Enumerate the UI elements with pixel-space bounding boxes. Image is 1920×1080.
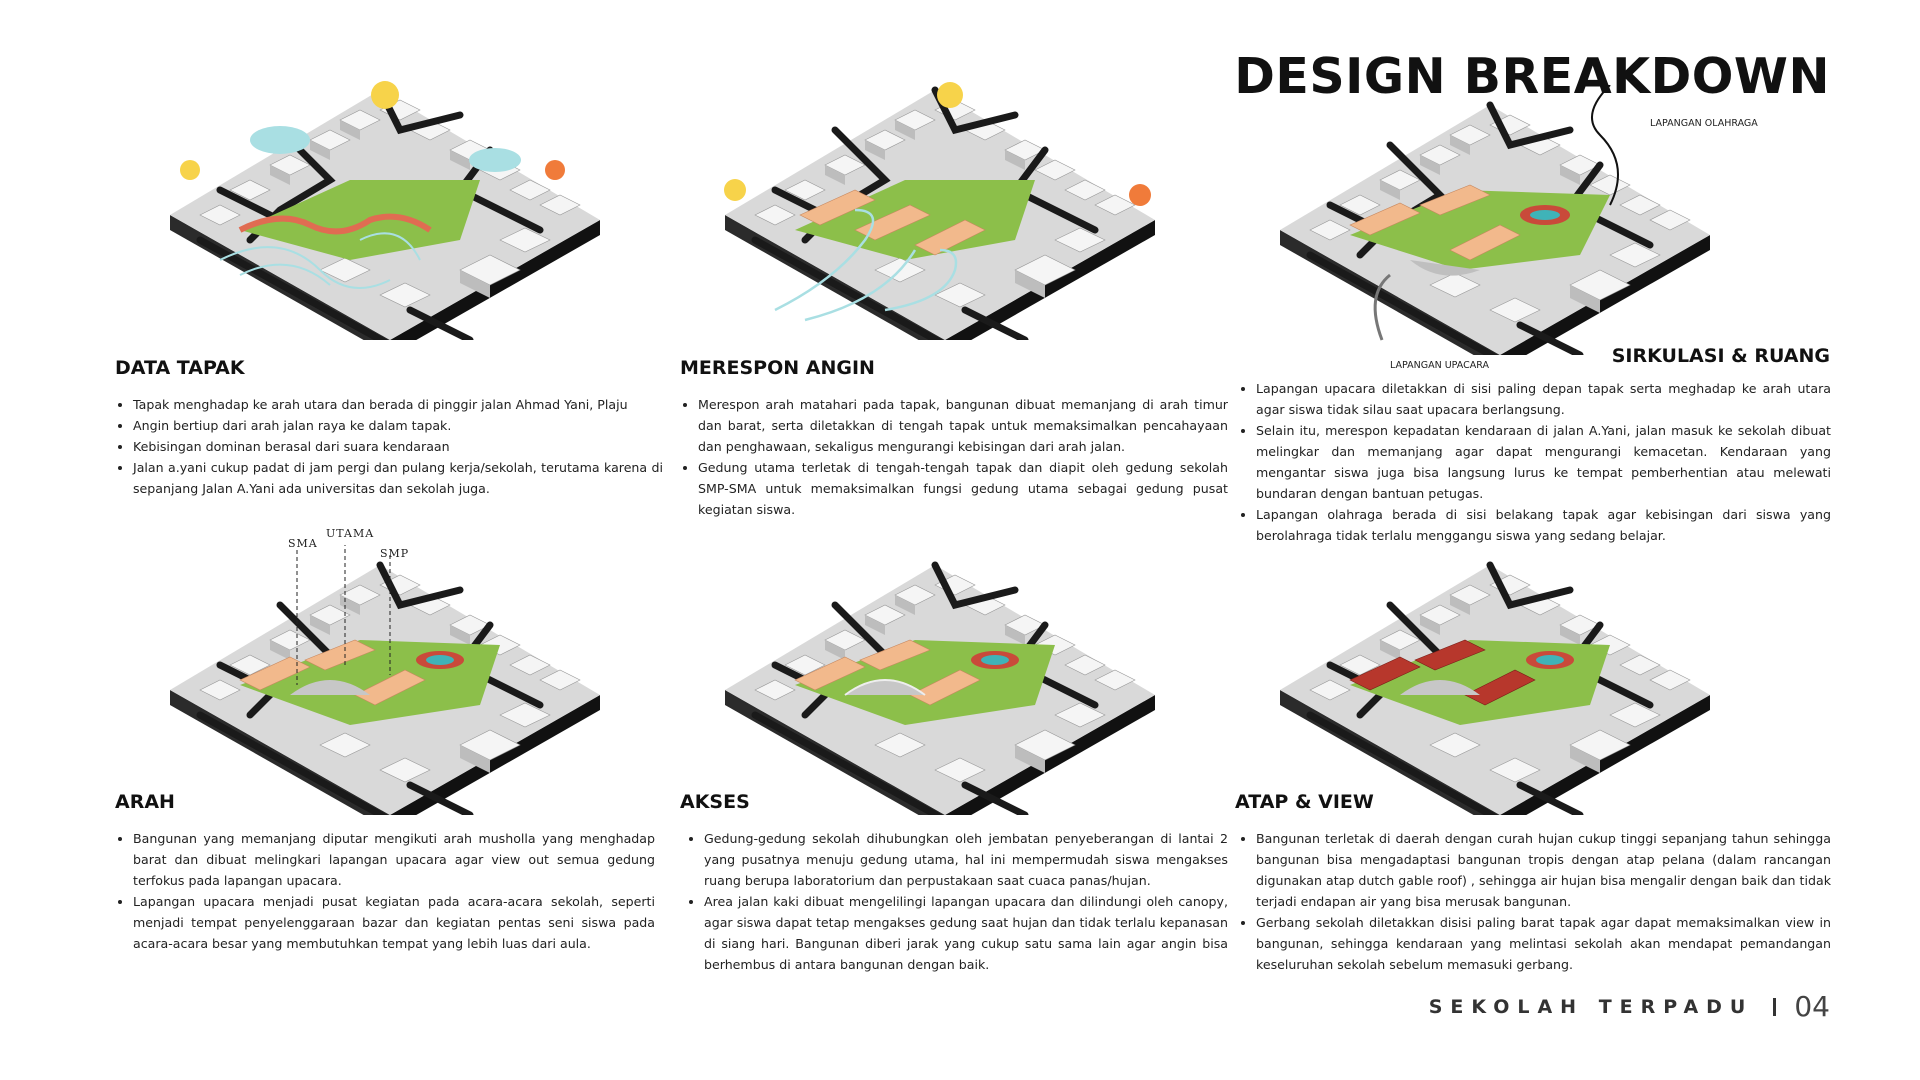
- heading-arah: ARAH: [115, 791, 175, 813]
- heading-merespon-angin: MERESPON ANGIN: [680, 357, 875, 379]
- list-item: • Lapangan upacara diletakkan di sisi paling depan tapak serta meghadap ke arah utara agar siswa tidak silau saat upacara berlangsung.: [1256, 378, 1831, 420]
- sun-icon: [371, 81, 399, 109]
- list-arah: [115, 828, 655, 954]
- list-item: • Gedung utama terletak di tengah-tengah tapak dan diapit oleh gedung sekolah SMP-SMA untuk memaksimalkan fungsi gedung utama sebagai gedung pusat kegiatan siswa.: [698, 457, 1228, 520]
- list-item: • Angin bertiup dari arah jalan raya ke dalam tapak.: [133, 415, 663, 436]
- list-item: • Tapak menghadap ke arah utara dan berada di pinggir jalan Ahmad Yani, Plaju: [133, 394, 663, 415]
- footer-school-name: SEKOLAH TERPADU: [1428, 995, 1754, 1018]
- cloud-icon: [250, 126, 310, 154]
- site-illustration-data-tapak: [160, 70, 610, 340]
- list-atap-view: [1238, 828, 1831, 975]
- heading-sirkulasi-ruang: SIRKULASI & RUANG: [1611, 345, 1830, 367]
- list-merespon-angin: [680, 394, 1228, 520]
- sun-icon: [937, 82, 963, 108]
- list-item: • Jalan a.yani cukup padat di jam pergi dan pulang kerja/sekolah, terutama karena di sepanjang Jalan A.Yani ada universitas dan sekolah juga.: [133, 457, 663, 499]
- site-illustration-atap-view: [1270, 545, 1720, 815]
- footer-divider: [1773, 998, 1776, 1016]
- sun-icon: [545, 160, 565, 180]
- list-item: • Area jalan kaki dibuat mengelilingi lapangan upacara dan dilindungi oleh canopy, agar siswa dapat tetap mengakses gedung saat hujan dan tidak terlalu kepanasan di siang hari. Bangunan diberi jarak yang cukup satu sama lain agar angin bisa berhembus di antara bangunan dengan baik.: [704, 891, 1228, 975]
- cloud-icon: [469, 148, 521, 172]
- sun-icon: [724, 179, 746, 201]
- label-smp: SMP: [380, 547, 410, 560]
- label-lapangan-upacara: LAPANGAN UPACARA: [1390, 360, 1489, 371]
- label-utama: UTAMA: [326, 527, 375, 540]
- list-item: • Bangunan yang memanjang diputar mengikuti arah musholla yang menghadap barat dan dibuat melingkari lapangan upacara agar view out semua gedung terfokus pada lapangan upacara.: [133, 828, 655, 891]
- sun-icon: [180, 160, 200, 180]
- list-item: • Kebisingan dominan berasal dari suara kendaraan: [133, 436, 663, 457]
- list-akses: [686, 828, 1228, 975]
- sun-icon: [1129, 184, 1151, 206]
- label-sma: SMA: [288, 537, 318, 550]
- list-item: • Lapangan upacara menjadi pusat kegiatan pada acara-acara sekolah, seperti menjadi tempat penyelenggaraan bazar dan kegiatan pentas seni siswa pada acara-acara besar yang membutuhkan tempat yang lebih luas dari aula.: [133, 891, 655, 954]
- list-sirkulasi-ruang: [1238, 378, 1831, 546]
- site-illustration-akses: [715, 545, 1165, 815]
- label-lapangan-olahraga: LAPANGAN OLAHRAGA: [1650, 118, 1758, 129]
- list-item: • Bangunan terletak di daerah dengan curah hujan cukup tinggi sepanjang tahun sehingga bangunan bisa mengadaptasi bangunan tropis dengan atap pelana (dalam rancangan digunakan atap dutch gable roof) , sehingga air hujan bisa mengalir dengan baik dan tidak terjadi endapan air yang bisa merusak bangunan.: [1256, 828, 1831, 912]
- list-item: • Gerbang sekolah diletakkan disisi paling barat tapak agar dapat memaksimalkan view in bangunan, sehingga kendaraan yang melintasi sekolah akan mendapat pemandangan keseluruhan sekolah sebelum memasuki gerbang.: [1256, 912, 1831, 975]
- list-item: • Gedung-gedung sekolah dihubungkan oleh jembatan penyeberangan di lantai 2 yang pusatnya menuju gedung utama, hal ini mempermudah siswa mengakses ruang berupa laboratorium dan perpustakaan saat cuaca panas/hujan.: [704, 828, 1228, 891]
- site-illustration-merespon-angin: [715, 70, 1165, 340]
- heading-atap-view: ATAP & VIEW: [1235, 791, 1374, 813]
- list-item: • Lapangan olahraga berada di sisi belakang tapak agar kebisingan dari siswa yang berolahraga tidak terlalu menggangu siswa yang sedang belajar.: [1256, 504, 1831, 546]
- list-item: • Selain itu, merespon kepadatan kendaraan di jalan A.Yani, jalan masuk ke sekolah dibuat melingkar dan memanjang agar dapat mengurangi kemacetan. Kendaraan yang mengantar siswa juga bisa langsung lurus ke tempat pemberhentian atau melewati bundaran dengan bantuan petugas.: [1256, 420, 1831, 504]
- list-item: • Merespon arah matahari pada tapak, bangunan dibuat memanjang di arah timur dan barat, serta diletakkan di tengah tapak untuk memaksimalkan pencahayaan dan penghawaan, sekaligus mengurangi kebisingan dari arah jalan.: [698, 394, 1228, 457]
- site-illustration-arah: [160, 545, 610, 815]
- list-data-tapak: [115, 394, 663, 499]
- footer: [1429, 990, 1830, 1023]
- heading-data-tapak: DATA TAPAK: [115, 357, 245, 379]
- page-number: 04: [1794, 990, 1830, 1023]
- heading-akses: AKSES: [680, 791, 750, 813]
- page-title: DESIGN BREAKDOWN: [1234, 48, 1830, 105]
